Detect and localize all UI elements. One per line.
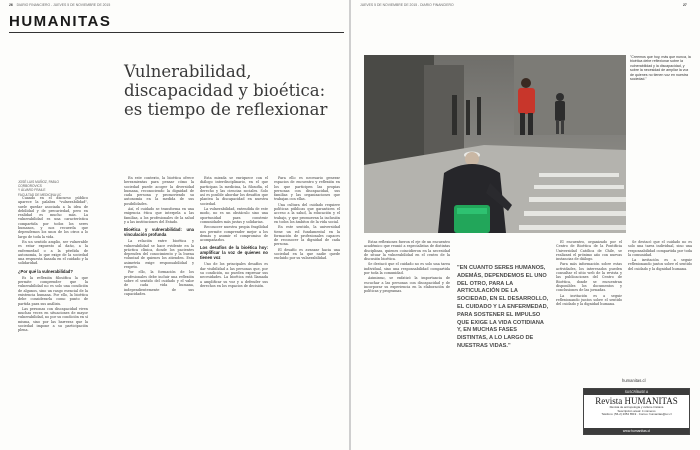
left-page-number: 26 bbox=[9, 3, 13, 7]
article-column-6 bbox=[556, 240, 622, 380]
paragraph: Una cultura del cuidado requiere políticas públicas que garanticen el acceso a la salud, la educación y el trabajo, y que promuevan la inclusión en todos los ámbitos de la vida social. bbox=[274, 202, 340, 224]
left-folio bbox=[9, 3, 110, 7]
subheading: Bioética y vulnerabilidad: una vinculación profunda bbox=[124, 227, 194, 238]
paragraph: Por ello, la formación de los profesionales debe incluir una reflexión sobre el sentido del cuidado y el valor de cada vida humana, independientemente de sus capacidades. bbox=[124, 270, 194, 296]
paragraph: El desafío es avanzar hacia una sociedad en la que nadie quede excluido por su vulnerabilidad. bbox=[274, 247, 340, 261]
subheading: Los desafíos de la bioética hoy: amplificar la voz de quienes no tienen voz bbox=[200, 245, 268, 261]
paragraph: El encuentro, organizado por el Centro de Bioética de la Pontificia Universidad Católica de Chile, se realizará el próximo año con nuevas instancias de diálogo. bbox=[556, 240, 622, 262]
website-link[interactable]: humanitas.cl bbox=[622, 378, 646, 383]
ad-line: Teléfono: (56-2) 2354 6519 · Correo: humanitas@uc.cl bbox=[601, 412, 672, 417]
subheading: ¿Por qué la vulnerabilidad? bbox=[18, 268, 73, 274]
paragraph: La relación entre bioética y vulnerabilidad se hace evidente en la práctica clínica, donde los pacientes dependen del conocimiento y la buena voluntad de quienes los atienden. Esta asimetría exige responsabilidad y respeto. bbox=[124, 239, 194, 270]
ad-title: Revista HUMANITAS bbox=[595, 396, 678, 406]
ad-line: Suscripción anual: 4 números bbox=[617, 408, 656, 413]
section-title: HUMANITAS bbox=[9, 13, 112, 30]
paragraph: Es la reflexión filosófica la que permite comprender que la vulnerabilidad no es solo una condición de algunos, sino un rasgo esencial de la existencia humana. Por ello, la bioética debe considerarla como punto de partida para sus análisis. bbox=[18, 275, 88, 306]
byline-line: FACULTAD DE MEDICINA UC bbox=[18, 192, 62, 197]
paragraph: Esta mirada se enriquece con el diálogo interdisciplinario, en el que participan la medicina, la filosofía, el derecho y las ciencias sociales. Solo así es posible abordar los desafíos que plantea la discapacidad en nuestra sociedad. bbox=[200, 176, 268, 206]
paragraph: Asimismo, se enfatizó la importancia de escuchar a las personas con discapacidad y de incorporar su experiencia en la elaboración de políticas y programas. bbox=[364, 276, 450, 294]
article-column-4 bbox=[274, 176, 340, 440]
paragraph: La invitación es a seguir reflexionando juntos sobre el sentido del cuidado y la dignidad humana. bbox=[556, 293, 622, 307]
paragraph: Estas reflexiones fueron el eje de un encuentro académico que reunió a especialistas de distintas disciplinas, quienes coincidieron en la necesidad de situar la vulnerabilidad en el centro de la discusión bioética. bbox=[364, 240, 450, 262]
masthead bbox=[9, 11, 344, 33]
paragraph: Se destacó que el cuidado no es solo una tarea individual, sino una responsabilidad compartida por toda la comunidad. bbox=[628, 240, 692, 257]
ad-website[interactable]: www.humanitas.cl bbox=[584, 428, 689, 434]
article-column-1 bbox=[18, 196, 88, 440]
paragraph: Cuando en el discurso público aparece la palabra "vulnerabilidad", suele quedar asociada a la idea de debilidad y de precariedad, pero en realidad es mucho más. La vulnerabilidad es una característica compartida por todos los seres humanos, y nos recuerda que dependemos los unos de los otros a lo largo de toda la vida. bbox=[18, 196, 88, 239]
article-column-2 bbox=[124, 176, 194, 440]
paragraph: En un sentido amplio, ser vulnerable es estar expuesto al daño, a la enfermedad o a la pérdida de autonomía, lo que exige de la sociedad una respuesta basada en el cuidado y la solidaridad. bbox=[18, 239, 88, 266]
byline-line: JOSÉ LUIS MUÑOZ, PABLO CORBOROVICS bbox=[18, 180, 60, 189]
photo-caption: "Creemos que hoy, más que nunca, la bioética debe reflexionar sobre la vulnerabilidad y la discapacidad, y sobre la necesidad de ampliar la voz de quienes no tienen voz en nuestra sociedad." bbox=[630, 55, 691, 82]
right-folio bbox=[360, 3, 454, 7]
paragraph: En este sentido, la universidad tiene un rol fundamental en la formación de profesionales capaces de reconocer la dignidad de cada persona. bbox=[274, 225, 340, 247]
left-page bbox=[0, 0, 349, 450]
paragraph: Para ello es necesario generar espacios de encuentro y reflexión en los que participen las propias personas con discapacidad, sus familias y las organizaciones que trabajan con ellas. bbox=[274, 176, 340, 202]
paragraph: En este contexto, la bioética ofrece herramientas para pensar cómo la sociedad puede acoger la diversidad humana, reconociendo la dignidad de cada persona y promoviendo su autonomía en la medida de sus posibilidades. bbox=[124, 176, 194, 206]
paragraph: Las personas con discapacidad viven muchas veces en situaciones de mayor vulnerabilidad, no por su condición en sí misma, sino por las barreras que la sociedad impone a su participación plena. bbox=[18, 306, 88, 333]
right-folio-number bbox=[683, 3, 687, 7]
street-scene-image bbox=[364, 55, 626, 233]
right-folio-text: JUEVES 5 DE NOVIEMBRE DE 2015 - DIARIO FINANCIERO bbox=[360, 3, 454, 7]
article-column-7 bbox=[628, 240, 692, 375]
paragraph: Para más información sobre estas actividades, los interesados pueden consultar el sitio web de la revista y las publicaciones del Centro de Bioética, donde se encuentran disponibles los documentos y conclusiones de las jornadas. bbox=[556, 262, 622, 293]
paragraph: La vulnerabilidad, entendida de este modo, no es un obstáculo sino una oportunidad para construir comunidades más justas y solidarias. bbox=[200, 207, 268, 224]
article-byline bbox=[18, 180, 66, 197]
article-headline: Vulnerabilidad, discapacidad y bioética: es tiempo de reflexionar bbox=[124, 62, 328, 119]
paragraph: Uno de los principales desafíos es dar visibilidad a las personas que, por su condición, no pueden expresar sus necesidades. La bioética está llamada a amplificar su voz y a defender sus derechos en los espacios de decisión. bbox=[200, 262, 268, 288]
ad-top-label: SUSCRÍBASE A bbox=[584, 389, 689, 395]
paragraph: La invitación es a seguir reflexionando juntos sobre el sentido del cuidado y la dignidad humana. bbox=[628, 258, 692, 271]
paragraph: Así, el cuidado se transforma en una exigencia ética que interpela a las familias, a los profesionales de la salud y a las instituciones del Estado. bbox=[124, 207, 194, 224]
pull-quote: "EN CUANTO SERES HUMANOS, ADEMÁS, DEPENDEMOS EL UNO DEL OTRO, PARA LA ARTICULACIÓN DE LA SOCIEDAD, EN EL DESARROLLO, EL CUIDADO Y LA ENFERMEDAD, PARA SOSTENER EL IMPULSO QUE EXIGE LA VIDA COTIDIANA Y, EN MUCHAS FASES DISTINTAS, A LO LARGO DE NUESTRAS VIDAS." bbox=[457, 265, 549, 349]
ad-line: Revista de antropología y cultura cristiana bbox=[609, 405, 664, 409]
subscription-ad[interactable] bbox=[583, 388, 690, 435]
article-column-3 bbox=[200, 176, 268, 440]
paragraph: Se destacó que el cuidado no es solo una tarea individual, sino una responsabilidad compartida por toda la comunidad. bbox=[364, 262, 450, 276]
left-folio-text: DIARIO FINANCIERO - JUEVES 5 DE NOVIEMBRE DE 2015 bbox=[16, 3, 111, 7]
right-page-number: 27 bbox=[683, 3, 687, 7]
article-column-5 bbox=[364, 240, 450, 440]
paragraph: Reconocer nuestra propia fragilidad nos permite comprender mejor a los demás y asumir el compromiso de acompañarlos. bbox=[200, 225, 268, 243]
byline-line: Y ÁLVARO FRAILE bbox=[18, 188, 46, 193]
article-photo bbox=[364, 55, 626, 233]
